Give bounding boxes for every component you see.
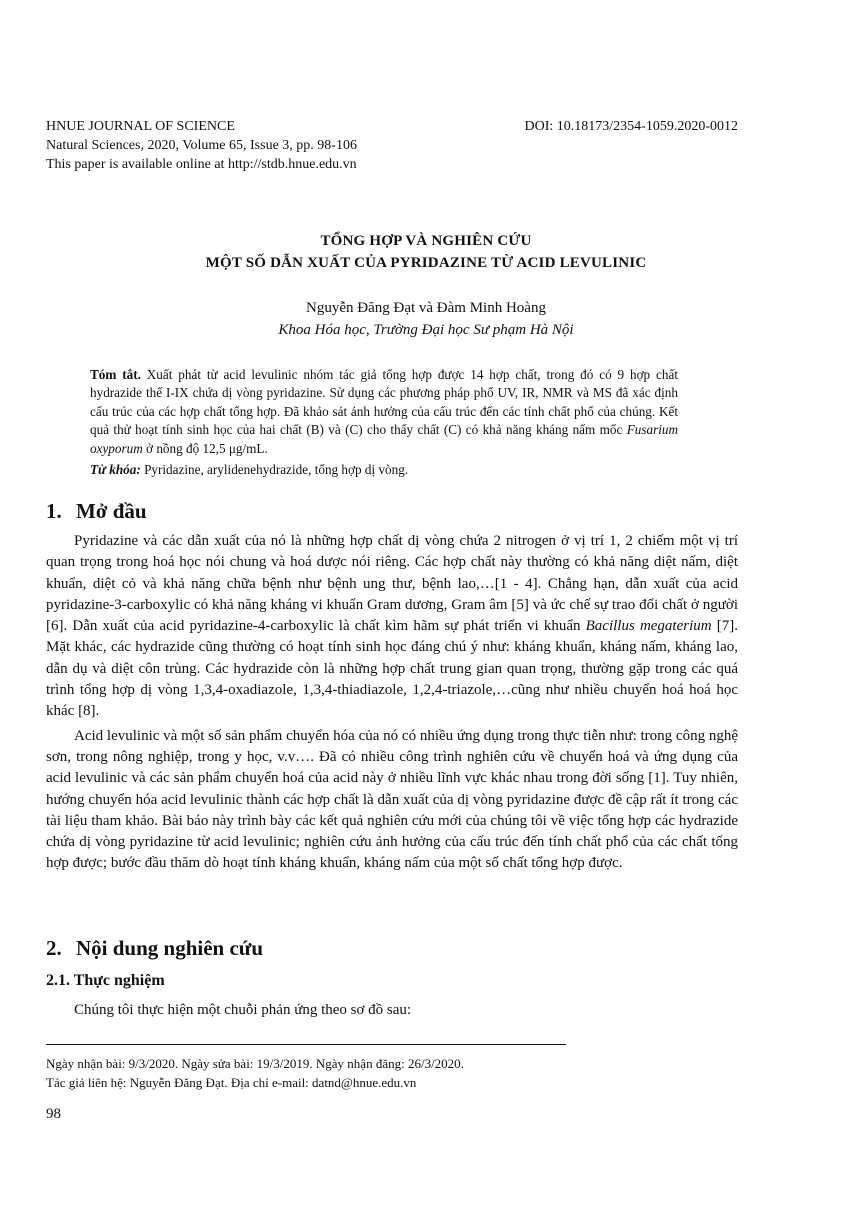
keywords-label: Từ khóa: xyxy=(90,462,141,478)
paragraph-species: Bacillus megaterium xyxy=(585,618,712,635)
section-1-title: Mở đầu xyxy=(76,499,147,523)
section-2-body xyxy=(46,1000,738,1021)
abstract-text-1: Xuất phát từ acid levulinic nhóm tác giả tổng hợp được 14 hợp chất, trong đó có 9 hợp chất hydrazide thế I-IX chứa dị vòng pyridazine. Sử dụng các phương pháp phổ UV, IR, NMR và MS đã xác định cấu trúc của các hợp chất tổng hợp. Đã khảo sát ảnh hưởng của cấu trúc đến các tính chất phổ của chúng. Kết quả thử hoạt tính sinh học của hai chất (B) và (C) cho thấy chất (C) có khả năng kháng nấm mốc xyxy=(90,367,678,438)
footnote-rule xyxy=(46,1044,566,1045)
title-line-2: MỘT SỐ DẪN XUẤT CỦA PYRIDAZINE TỪ ACID LEVULINIC xyxy=(205,255,647,271)
author-block xyxy=(46,297,806,341)
journal-name: HNUE JOURNAL OF SCIENCE xyxy=(46,119,235,134)
paragraph-text: Pyridazine và các dẫn xuất của nó là những hợp chất dị vòng chứa 2 nitrogen ở vị trí 1, 2 chiếm một vị trí quan trọng trong hoá học nói chung và hoá dược nói riêng. Các hợp chất này thường có khả năng diệt nấm, diệt khuẩn, diệt cỏ và khả năng chữa bệnh như bệnh ung thư, bệnh lao,…[1 - 4]. Chẳng hạn, dẫn xuất của acid pyridazine-3-carboxylic có khả năng kháng vi khuẩn Gram dương, Gram âm [5] và ức chế sự trao đổi chất ở người [6]. Dẫn xuất của acid pyridazine-4-carboxylic là chất kìm hãm sự phát triển vi khuẩn xyxy=(46,533,738,635)
paragraph: Acid levulinic và một số sản phẩm chuyển hóa của nó có nhiều ứng dụng trong thực tiễn như: trong công nghệ sơn, trong nông nghiệp, trong y học, v.v…. Đã có nhiều công trình nghiên cứu về chuyển hoá và ứng dụng của acid levulinic và các sản phẩm chuyển hoá của acid này ở nhiều lĩnh vực khác nhau trong đời sống [1]. Tuy nhiên, hướng chuyển hóa acid levulinic thành các hợp chất là dẫn xuất của dị vòng pyridazine được đề cập rất ít trong các tài liệu tham khảo. Bài báo này trình bày các kết quả nghiên cứu mới của chúng tôi về việc tổng hợp các hydrazide chứa dị vòng pyridazine từ acid levulinic; nghiên cứu ảnh hưởng của cấu trúc đến tính chất phổ của các chất tổng hợp được; bước đầu thăm dò hoạt tính kháng khuẩn, kháng nấm của một số chất tổng hợp được. xyxy=(46,727,738,872)
footnote-contact: Tác giả liên hệ: Nguyễn Đăng Đạt. Địa chỉ e-mail: datnd@hnue.edu.vn xyxy=(46,1075,417,1090)
abstract-text-2: ở nồng độ 12,5 μg/mL. xyxy=(142,440,268,456)
author-names: Nguyễn Đăng Đạt và Đàm Minh Hoàng xyxy=(306,300,546,316)
section-1-body xyxy=(46,531,738,875)
abstract xyxy=(90,366,678,479)
keywords: Pyridazine, arylidenehydrazide, tổng hợp dị vòng. xyxy=(140,462,409,478)
section-1-number: 1. xyxy=(46,499,62,523)
section-2-number: 2. xyxy=(46,936,62,960)
online-info: This paper is available online at http://stdb.hnue.edu.vn xyxy=(46,157,357,172)
paragraph-text: [7]. Mặt khác, các hydrazide cũng thường có hoạt tính sinh học đáng chú ý như: kháng khuẩn, kháng nấm, kháng lao, dẫn dụ và diệt côn trùng. Các hydrazide còn là những hợp chất trung gian quan trọng, thường gặp trong các quá trình tổng hợp dị vòng 1,3,4-oxadiazole, 1,3,4-thiadiazole, 1,2,4-triazole,…cũng như nhiều chuyển hoá hoá học khác [8]. xyxy=(46,618,738,720)
affiliation: Khoa Hóa học, Trường Đại học Sư phạm Hà Nội xyxy=(278,322,574,338)
paper-title xyxy=(46,230,806,274)
doi: DOI: 10.18173/2354-1059.2020-0012 xyxy=(524,119,738,134)
subsection-2-1-heading: 2.1. Thực nghiệm xyxy=(46,972,165,989)
section-1-heading xyxy=(46,498,147,524)
footnotes xyxy=(46,1054,746,1092)
abstract-species: Fusarium oxyporum xyxy=(90,422,678,456)
abstract-label: Tóm tắt. xyxy=(90,367,141,382)
section-2-title: Nội dung nghiên cứu xyxy=(76,936,264,960)
issue-info: Natural Sciences, 2020, Volume 65, Issue 3, pp. 98-106 xyxy=(46,138,357,153)
footnote-dates: Ngày nhận bài: 9/3/2020. Ngày sửa bài: 19/3/2019. Ngày nhận đăng: 26/3/2020. xyxy=(46,1056,464,1071)
paragraph xyxy=(46,531,738,723)
journal-header xyxy=(46,117,738,174)
section-2-heading xyxy=(46,935,263,961)
title-line-1: TỔNG HỢP VÀ NGHIÊN CỨU xyxy=(320,233,532,249)
page-number: 98 xyxy=(46,1106,61,1122)
paragraph: Chúng tôi thực hiện một chuỗi phản ứng theo sơ đồ sau: xyxy=(74,1002,412,1018)
